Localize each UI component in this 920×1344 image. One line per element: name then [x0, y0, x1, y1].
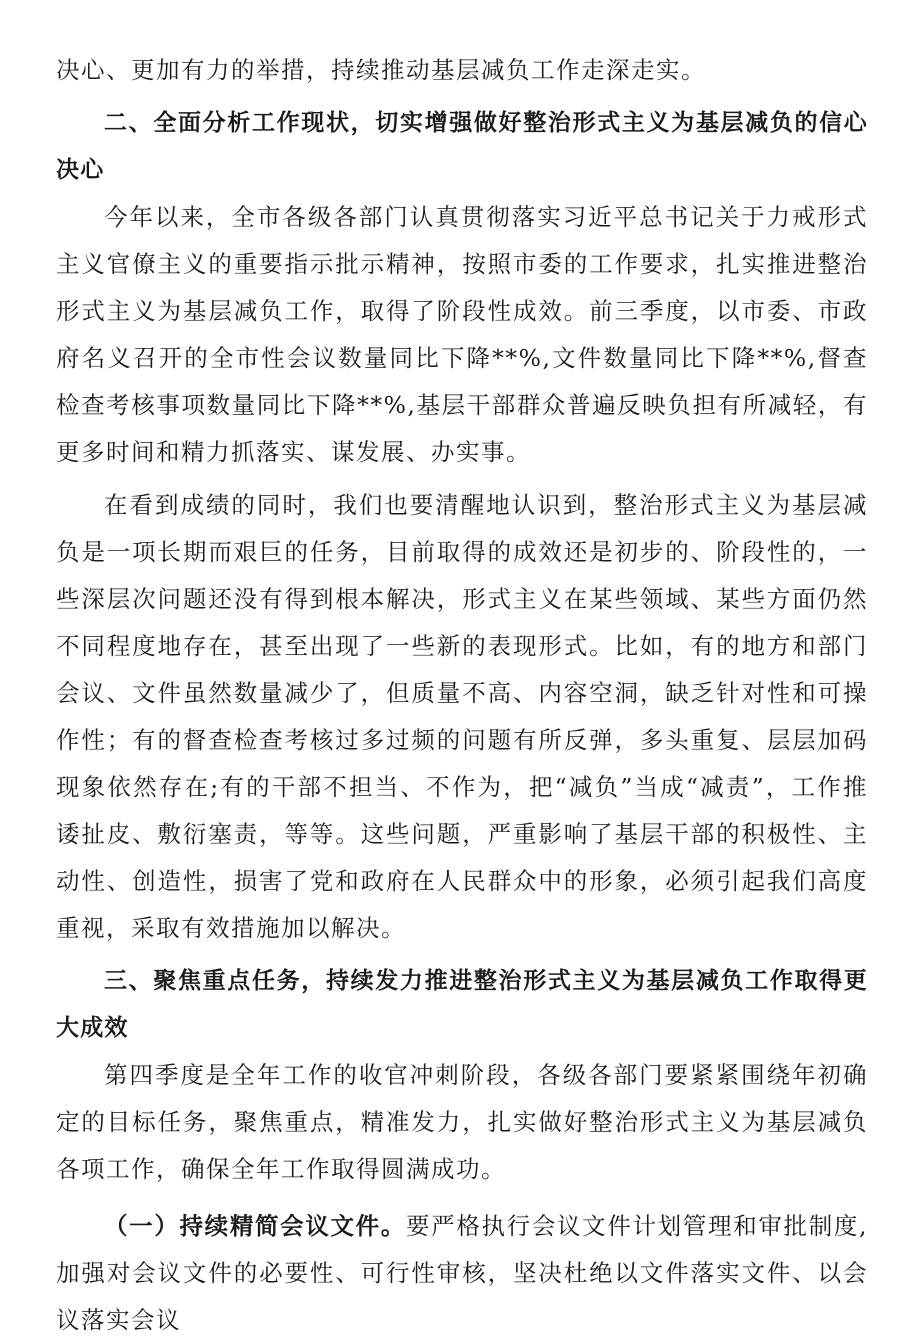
section-3-item-1	[56, 1203, 868, 1344]
section-heading-3: 三、聚焦重点任务，持续发力推进整治形式主义为基层减负工作取得更大成效	[56, 968, 868, 1041]
intro-paragraph-tail: 决心、更加有力的举措，持续推动基层减负工作走深走实。	[56, 56, 706, 84]
section-3-paragraph-1: 第四季度是全年工作的收官冲刺阶段，各级各部门要紧紧围绕年初确定的目标任务，聚焦重点，精准发力，扎实做好整治形式主义为基层减负各项工作，确保全年工作取得圆满成功。	[56, 1061, 868, 1183]
item-1-lead: （一）持续精简会议文件。	[104, 1212, 407, 1240]
section-2-paragraph-2: 在看到成绩的同时，我们也要清醒地认识到，整治形式主义为基层减负是一项长期而艰巨的任务，目前取得的成效还是初步的、阶段性的，一些深层次问题还没有得到根本解决，形式主义在某些领域、某些方面仍然不同程度地存在，甚至出现了一些新的表现形式。比如，有的地方和部门会议、文件虽然数量减少了，但质量不高、内容空洞，缺乏针对性和可操作性；有的督查检查考核过多过频的问题有所反弹，多头重复、层层加码现象依然存在;有的干部不担当、不作为，把“减负”当成“减责”，工作推诿扯皮、敷衍塞责，等等。这些问题，严重影响了基层干部的积极性、主动性、创造性，损害了党和政府在人民群众中的形象，必须引起我们高度重视，采取有效措施加以解决。	[56, 491, 868, 942]
item-1-body: 要严格执行会议文件计划管理和审批制度,加强对会议文件的必要性、可行性审核，坚决杜绝以文件落实文件、以会议落实会议	[56, 1212, 868, 1334]
section-heading-2: 二、全面分析工作现状，切实增强做好整治形式主义为基层减负的信心决心	[56, 110, 868, 183]
document-page	[56, 0, 868, 1344]
section-2-paragraph-1: 今年以来，全市各级各部门认真贯彻落实习近平总书记关于力戒形式主义官僚主义的重要指示批示精神，按照市委的工作要求，扎实推进整治形式主义为基层减负工作，取得了阶段性成效。前三季度，以市委、市政府名义召开的全市性会议数量同比下降**%,文件数量同比下降**%,督查检查考核事项数量同比下降**%,基层干部群众普遍反映负担有所减轻，有更多时间和精力抓落实、谋发展、办实事。	[56, 203, 868, 466]
